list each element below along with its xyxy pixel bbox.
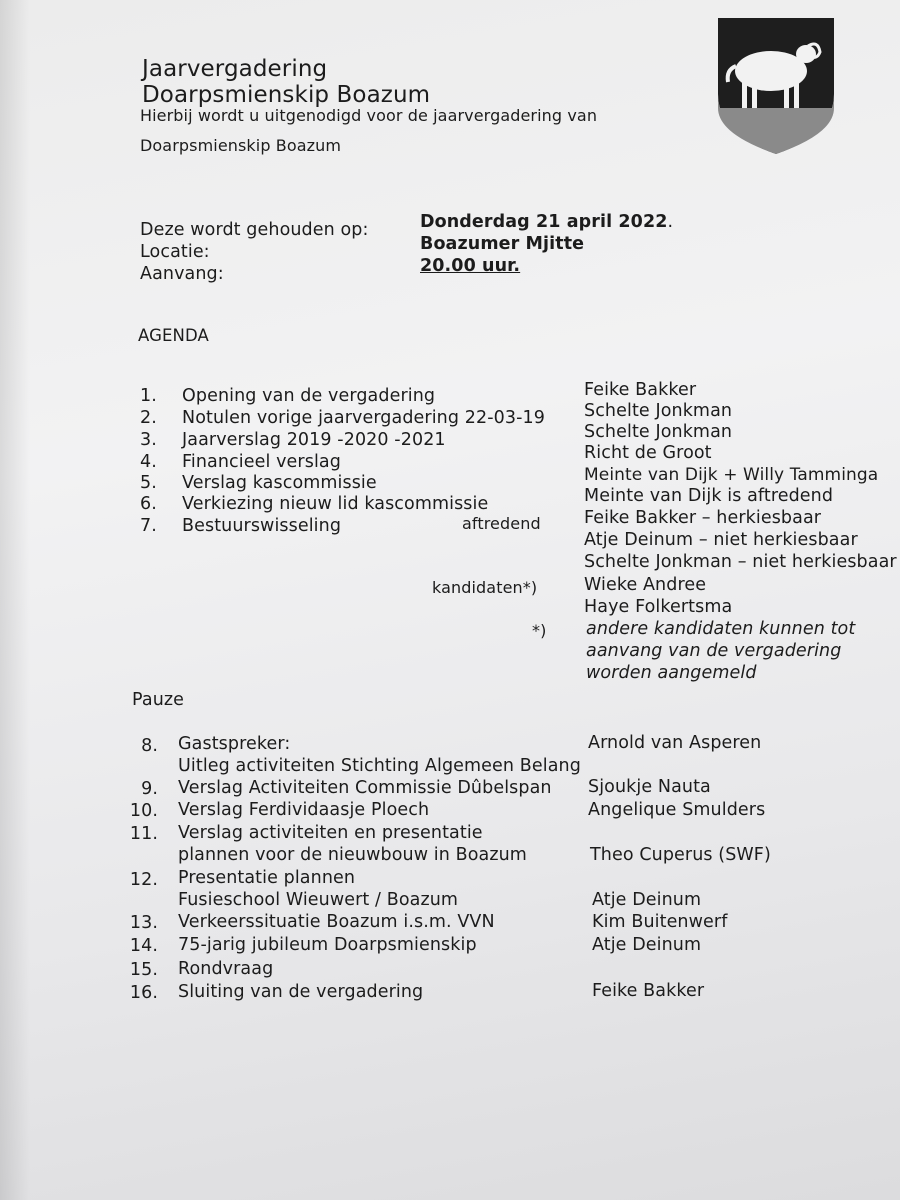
date-label: Deze wordt gehouden op: bbox=[140, 220, 369, 240]
intro-line1: Hierbij wordt u uitgenodigd voor de jaarvergadering van bbox=[140, 106, 598, 125]
candidate: Wieke Andree bbox=[584, 575, 707, 595]
footnote-mark: *) bbox=[532, 621, 547, 640]
item-speaker: Richt de Groot bbox=[584, 443, 712, 463]
item-speaker: Theo Cuperus (SWF) bbox=[590, 845, 771, 865]
item-number: 14. bbox=[129, 936, 158, 956]
location-label: Locatie: bbox=[140, 242, 210, 262]
item-number: 13. bbox=[129, 913, 158, 933]
item-text: 75-jarig jubileum Doarpsmienskip bbox=[178, 935, 477, 955]
item-speaker: Meinte van Dijk is aftredend bbox=[584, 486, 834, 506]
footnote-line: andere kandidaten kunnen tot bbox=[586, 619, 856, 639]
item-number: 8. bbox=[141, 736, 158, 756]
item-text: Rondvraag bbox=[178, 959, 274, 979]
item-speaker: Atje Deinum bbox=[592, 890, 702, 910]
item-text: Gastspreker: bbox=[178, 734, 291, 754]
item-text: Bestuurswisseling bbox=[182, 516, 342, 536]
item-speaker: Atje Deinum bbox=[592, 935, 702, 955]
item-text: Verslag kascommissie bbox=[182, 473, 377, 493]
item-number: 3. bbox=[140, 430, 157, 450]
item-text: Presentatie plannen bbox=[178, 868, 356, 888]
item-speaker: Meinte van Dijk + Willy Tamminga bbox=[584, 465, 879, 485]
item-number: 6. bbox=[140, 494, 157, 514]
date-value: Donderdag 21 april 2022. bbox=[420, 212, 674, 232]
item-text: Notulen vorige jaarvergadering 22-03-19 bbox=[182, 408, 545, 428]
item-text: Uitleg activiteiten Stichting Algemeen Belang bbox=[178, 756, 581, 776]
pause-label: Pauze bbox=[132, 690, 185, 710]
item-speaker: Kim Buitenwerf bbox=[592, 912, 728, 932]
item-number: 15. bbox=[129, 960, 158, 980]
item-number: 4. bbox=[140, 452, 157, 472]
item-number: 5. bbox=[140, 473, 157, 493]
item-text: Financieel verslag bbox=[182, 452, 341, 472]
agenda-heading: AGENDA bbox=[138, 326, 209, 345]
sheep-coat-of-arms-icon bbox=[716, 16, 836, 156]
item-speaker: Schelte Jonkman bbox=[584, 401, 733, 421]
item-text: Verslag Ferdividaasje Ploech bbox=[178, 800, 430, 820]
item-text: Sluiting van de vergadering bbox=[178, 982, 424, 1002]
start-time-value: 20.00 uur. bbox=[420, 256, 521, 276]
item-speaker: Feike Bakker bbox=[592, 981, 705, 1001]
document-title-line2: Doarpsmienskip Boazum bbox=[142, 82, 431, 108]
footnote-line: worden aangemeld bbox=[586, 663, 757, 683]
item-text: Jaarverslag 2019 -2020 -2021 bbox=[182, 430, 446, 450]
item-number: 9. bbox=[141, 779, 158, 799]
page-shadow bbox=[0, 0, 30, 1200]
retiring-label: aftredend bbox=[462, 514, 541, 533]
retiring-member: Schelte Jonkman – niet herkiesbaar bbox=[584, 552, 897, 572]
location-value: Boazumer Mjitte bbox=[420, 234, 585, 254]
item-speaker: Angelique Smulders bbox=[588, 800, 766, 820]
item-text: Fusieschool Wieuwert / Boazum bbox=[178, 890, 459, 910]
item-number: 12. bbox=[129, 870, 158, 890]
item-speaker: Schelte Jonkman bbox=[584, 422, 733, 442]
item-text: plannen voor de nieuwbouw in Boazum bbox=[178, 845, 527, 865]
item-text: Verkeerssituatie Boazum i.s.m. VVN bbox=[178, 912, 495, 932]
retiring-member: Atje Deinum – niet herkiesbaar bbox=[584, 530, 858, 550]
item-speaker: Sjoukje Nauta bbox=[588, 777, 711, 797]
candidate: Haye Folkertsma bbox=[584, 597, 733, 617]
item-number: 1. bbox=[140, 386, 157, 406]
item-number: 7. bbox=[140, 516, 157, 536]
item-text: Verkiezing nieuw lid kascommissie bbox=[182, 494, 489, 514]
item-speaker: Feike Bakker – herkiesbaar bbox=[584, 508, 822, 528]
item-number: 16. bbox=[129, 983, 158, 1003]
item-number: 2. bbox=[140, 408, 157, 428]
item-text: Verslag activiteiten en presentatie bbox=[178, 823, 483, 843]
item-text: Opening van de vergadering bbox=[182, 386, 436, 406]
item-speaker: Feike Bakker bbox=[584, 380, 697, 400]
start-label: Aanvang: bbox=[140, 264, 224, 284]
item-text: Verslag Activiteiten Commissie Dûbelspan bbox=[178, 778, 552, 798]
item-speaker: Arnold van Asperen bbox=[588, 733, 762, 753]
footnote-line: aanvang van de vergadering bbox=[586, 641, 842, 661]
item-number: 11. bbox=[129, 824, 158, 844]
intro-line2: Doarpsmienskip Boazum bbox=[140, 136, 342, 155]
candidates-label: kandidaten*) bbox=[432, 578, 538, 597]
item-number: 10. bbox=[129, 801, 158, 821]
document-title-line1: Jaarvergadering bbox=[142, 56, 328, 82]
